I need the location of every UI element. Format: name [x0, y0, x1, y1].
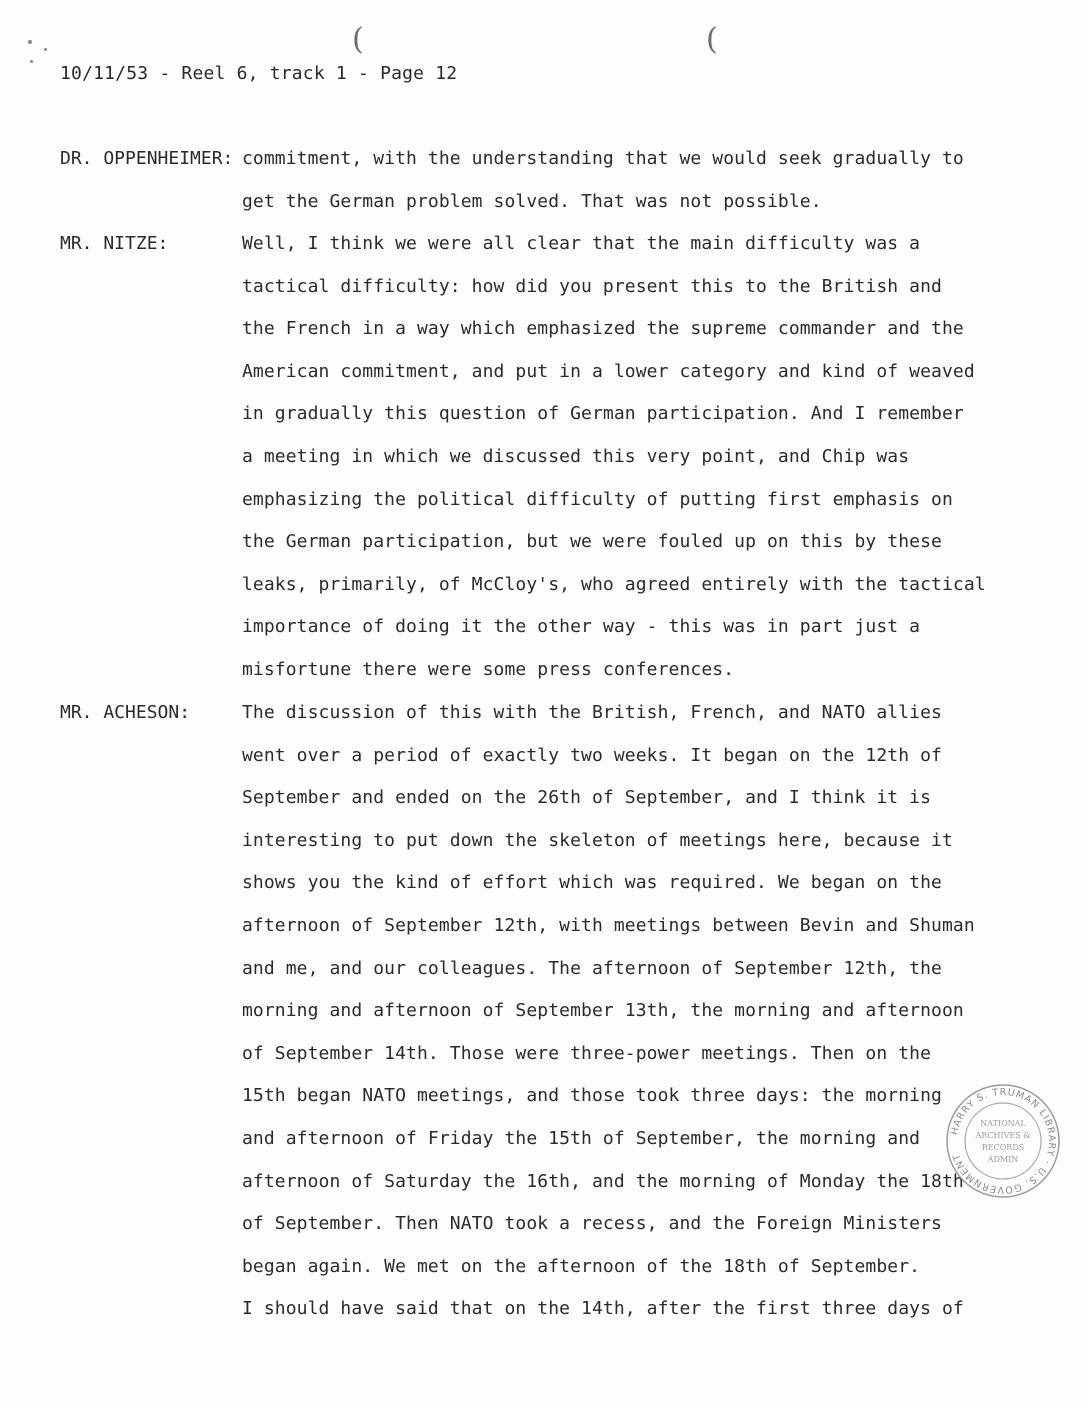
speech-line: and me, and our colleagues. The afternoon of September 12th, the — [242, 957, 942, 979]
speech-line: the French in a way which emphasized the supreme commander and the — [242, 318, 964, 340]
scan-mark-right: ( — [706, 22, 718, 57]
speech-line: shows you the kind of effort which was required. We began on the — [242, 872, 942, 894]
stamp-inner-line: RECORDS — [981, 1143, 1025, 1152]
speech-line: in gradually this question of German participation. And I remember — [242, 403, 964, 425]
speech-line: The discussion of this with the British, French, and NATO allies — [242, 702, 942, 723]
speech-text — [242, 692, 975, 1331]
speech-line: importance of doing it the other way - this was in part just a — [242, 616, 921, 638]
speech-line: commitment, with the understanding that we would seek gradually to — [242, 148, 964, 169]
speech-line: tactical difficulty: how did you present this to the British and — [242, 275, 942, 297]
speech-text — [242, 223, 986, 692]
speech-line: of September. Then NATO took a recess, and the Foreign Ministers — [242, 1213, 942, 1235]
speech-line: and afternoon of Friday the 15th of September, the morning and — [242, 1127, 921, 1149]
stamp-inner-line: ADMIN — [987, 1155, 1019, 1164]
speech-line: 15th began NATO meetings, and those took three days: the morning — [242, 1085, 942, 1107]
speech-line: afternoon of Saturday the 16th, and the morning of Monday the 18th — [242, 1170, 964, 1192]
scan-speck — [30, 60, 33, 63]
speaker-label: MR. NITZE: — [60, 233, 169, 254]
speech-line: began again. We met on the afternoon of the 18th of September. — [242, 1255, 921, 1277]
speaker-label: DR. OPPENHEIMER: — [60, 148, 234, 169]
speech-line: Well, I think we were all clear that the main difficulty was a — [242, 233, 921, 254]
speech-line: went over a period of exactly two weeks. It began on the 12th of — [242, 744, 942, 766]
speech-line: of September 14th. Those were three-power meetings. Then on the — [242, 1042, 932, 1064]
stamp-ring-text: HARRY S. TRUMAN LIBRARY · U.S. GOVERNMENT — [949, 1086, 1058, 1196]
page-header: 10/11/53 - Reel 6, track 1 - Page 12 — [60, 63, 458, 84]
speech-line: misfortune there were some press conferences. — [242, 658, 735, 680]
speech-line: afternoon of September 12th, with meetings between Bevin and Shuman — [242, 914, 975, 936]
speech-line: a meeting in which we discussed this very point, and Chip was — [242, 445, 910, 467]
archive-stamp — [944, 1082, 1062, 1200]
speech-text — [242, 138, 964, 223]
speech-line: interesting to put down the skeleton of meetings here, because it — [242, 829, 953, 851]
stamp-inner-line: ARCHIVES & — [975, 1131, 1031, 1140]
speech-line: get the German problem solved. That was not possible. — [242, 190, 822, 212]
speech-line: leaks, primarily, of McCloy's, who agreed entirely with the tactical — [242, 573, 986, 595]
scan-speck — [28, 40, 32, 44]
speaker-label: MR. ACHESON: — [60, 702, 191, 723]
scan-speck — [44, 48, 47, 51]
speech-line: September and ended on the 26th of September, and I think it is — [242, 787, 932, 809]
speech-line: American commitment, and put in a lower category and kind of weaved — [242, 360, 975, 382]
stamp-inner-line: NATIONAL — [980, 1119, 1026, 1128]
speech-line: morning and afternoon of September 13th, the morning and afternoon — [242, 1000, 964, 1022]
speech-line: the German participation, but we were fouled up on this by these — [242, 531, 942, 553]
scan-mark-left: ( — [352, 22, 364, 57]
speech-line: emphasizing the political difficulty of putting first emphasis on — [242, 488, 953, 510]
speech-line: I should have said that on the 14th, after the first three days of — [242, 1298, 964, 1320]
